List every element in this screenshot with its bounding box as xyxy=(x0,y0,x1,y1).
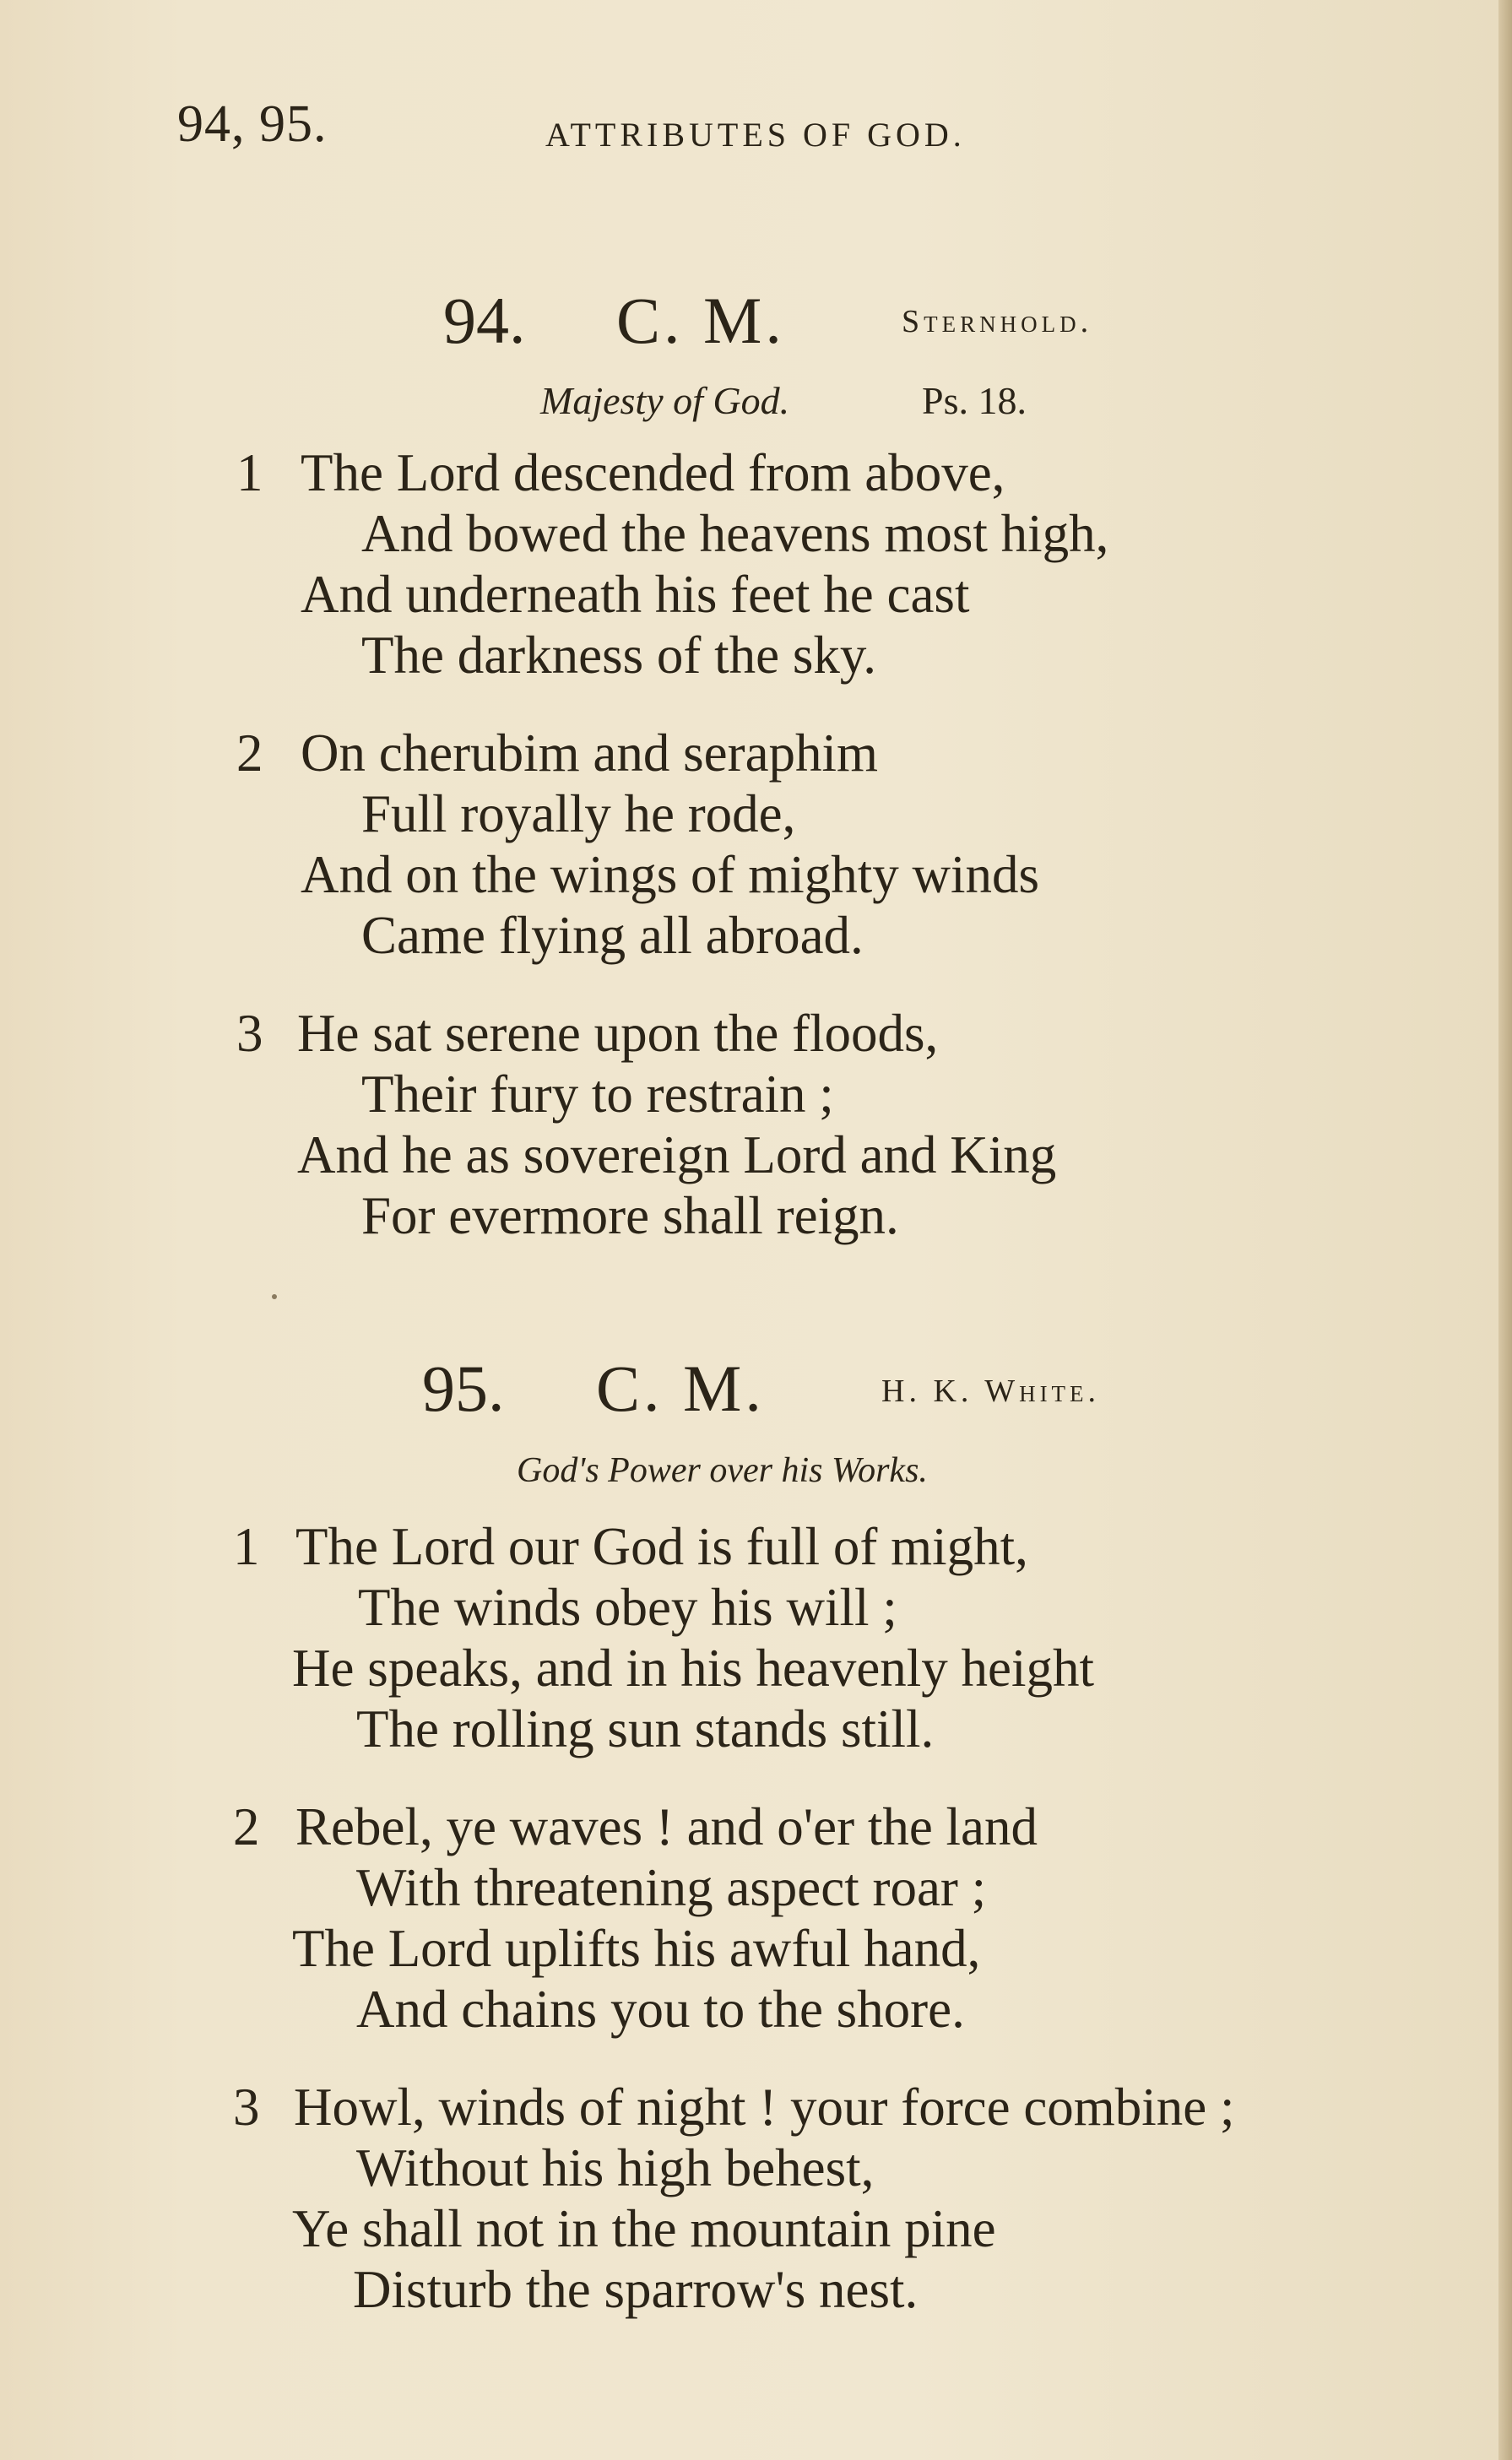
hymn-header xyxy=(0,283,1512,367)
verse-line: On cherubim and seraphim xyxy=(301,723,879,783)
verse-line: He speaks, and in his heavenly height xyxy=(292,1639,1095,1698)
verse-line: The winds obey his will ; xyxy=(358,1578,897,1637)
hymn-number: 95. xyxy=(422,1352,505,1425)
verse-line: The rolling sun stands still. xyxy=(356,1699,935,1758)
verse-line: The darkness of the sky. xyxy=(361,626,877,685)
verse-line: He sat serene upon the floods, xyxy=(297,1004,939,1063)
verse-line: Their fury to restrain ; xyxy=(361,1065,834,1124)
scripture-reference: Ps. 18. xyxy=(922,379,1027,422)
print-speck xyxy=(272,1294,277,1299)
verse-line: And on the wings of mighty winds xyxy=(301,845,1039,904)
stanza-number: 2 xyxy=(236,723,263,783)
stanza-number: 3 xyxy=(236,1004,263,1063)
verse-line: Full royally he rode, xyxy=(361,784,796,843)
running-head-title: ATTRIBUTES OF GOD. xyxy=(545,116,966,154)
hymn-author: Sternhold. xyxy=(902,304,1093,339)
verse-line: Rebel, ye waves ! and o'er the land xyxy=(295,1797,1038,1856)
verse-line: Howl, winds of night ! your force combine ; xyxy=(294,2078,1235,2137)
hymn-header xyxy=(0,1351,1512,1435)
verse-line: With threatening aspect roar ; xyxy=(356,1858,987,1917)
stanza-number: 2 xyxy=(233,1797,260,1856)
verse-line: And underneath his feet he cast xyxy=(301,565,970,624)
verse-line: And bowed the heavens most high, xyxy=(361,504,1109,563)
running-head xyxy=(177,95,1131,162)
verse-line: And he as sovereign Lord and King xyxy=(297,1125,1057,1184)
hymn-meter: C. M. xyxy=(616,284,785,357)
stanza-number: 3 xyxy=(233,2078,260,2137)
hymn-author: H. K. White. xyxy=(881,1374,1101,1409)
verse-line: The Lord uplifts his awful hand, xyxy=(292,1919,981,1978)
hymn-meter: C. M. xyxy=(596,1352,765,1425)
verse-line: Ye shall not in the mountain pine xyxy=(292,2199,996,2258)
hymn-subtitle-text: God's Power over his Works. xyxy=(517,1451,928,1490)
verse-line: And chains you to the shore. xyxy=(356,1980,965,2039)
page-edge xyxy=(1498,0,1512,2460)
hymn-number: 94. xyxy=(443,284,526,357)
stanza-number: 1 xyxy=(236,443,263,502)
page-numbers: 94, 95. xyxy=(177,95,328,153)
verse-line: The Lord descended from above, xyxy=(301,443,1005,502)
verse-line: Came flying all abroad. xyxy=(361,906,864,965)
verse-line: The Lord our God is full of might, xyxy=(295,1517,1028,1576)
verse-line: For evermore shall reign. xyxy=(361,1186,899,1245)
hymn-subtitle-text: Majesty of God. xyxy=(540,379,790,422)
stanza-number: 1 xyxy=(233,1517,260,1576)
verse-line: Disturb the sparrow's nest. xyxy=(353,2260,919,2319)
verse-line: Without his high behest, xyxy=(356,2138,875,2197)
